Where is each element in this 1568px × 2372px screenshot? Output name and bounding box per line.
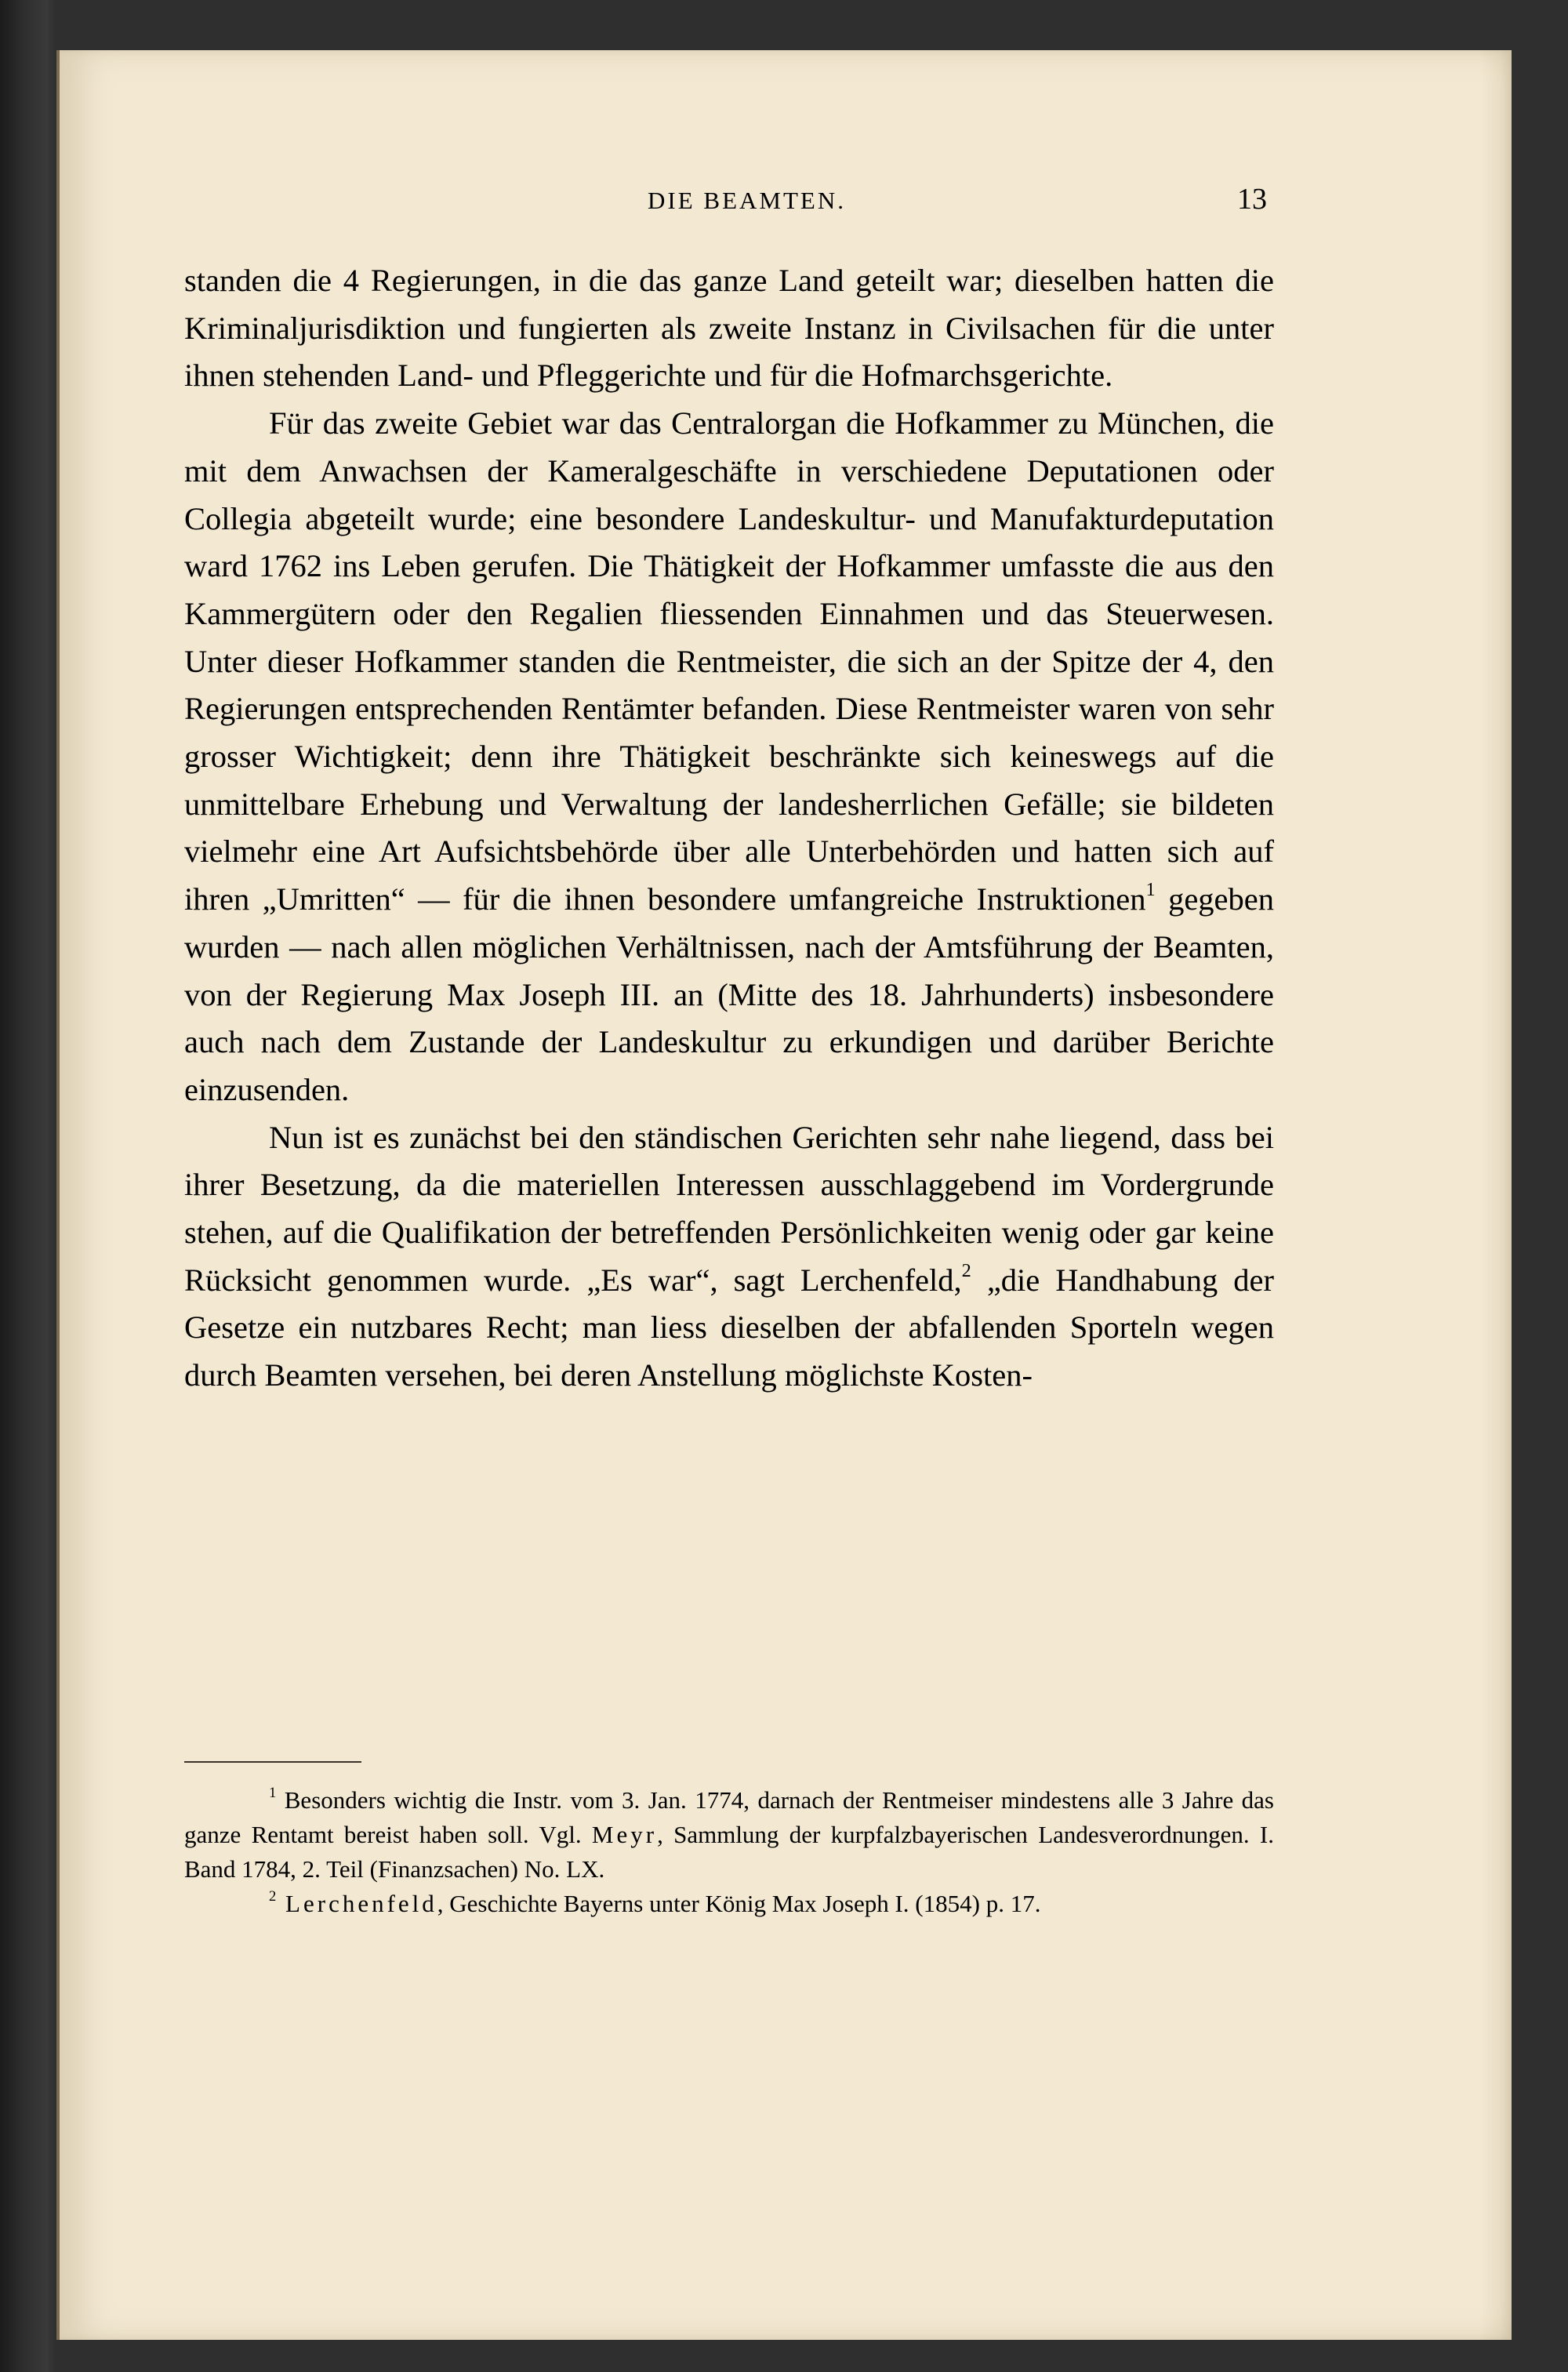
footnote-2-text-b: , Geschichte Bayerns unter König Max Joseph I. (1854) p. 17.: [437, 1890, 1041, 1917]
footnote-1-number: 1: [269, 1785, 277, 1802]
footnote-1-author: Meyr: [591, 1821, 658, 1848]
paragraph-1-text: standen die 4 Regierungen, in die das ganze Land geteilt war; dieselben hatten die Kriminaljurisdiktion und fungierten als zweite Instanz in Civilsachen für die unter ihnen stehenden Land- und Pfleggerichte und für die Hofmarchsgerichte.: [184, 263, 1274, 394]
page-edge-shading: [1480, 50, 1512, 2340]
footnote-ref-1: 1: [1145, 878, 1156, 900]
footnote-1-text-b: , Sammlung der kurpfalzbayerischen Landesverordnungen. I. Band 1784, 2. Teil (Finanzsachen) No. LX.: [184, 1821, 1274, 1883]
paragraph-3: [184, 1114, 1274, 1400]
paragraph-3-text-a: Nun ist es zunächst bei den ständischen Gerichten sehr nahe liegend, dass bei ihrer Besetzung, da die materiellen Interessen ausschlaggebend im Vordergrunde stehen, auf die Qualifikation der betreffenden Persönlichkeiten wenig oder gar keine Rücksicht genommen wurde. „Es war“, sagt Lerchenfeld,: [184, 1119, 1274, 1298]
paragraph-2-text-b: gegeben wurden — nach allen möglichen Verhältnissen, nach der Amtsführung der Beamten, von der Regierung Max Joseph III. an (Mitte des 18. Jahrhunderts) insbesondere auch nach dem Zustande der Landeskultur zu erkundigen und darüber Berichte einzusenden.: [184, 881, 1274, 1107]
footnote-separator: [184, 1761, 361, 1763]
body-text: [184, 257, 1274, 1400]
footnote-2-number: 2: [269, 1888, 277, 1905]
footnotes: [184, 1783, 1274, 1921]
paragraph-3-text-b: „die Handhabung der Gesetze ein nutzbares Recht; man liess dieselben der abfallenden Sporteln wegen durch Beamten versehen, bei deren Anstellung möglichste Kosten-: [184, 1262, 1274, 1393]
paragraph-2-text-a: Für das zweite Gebiet war das Centralorgan die Hofkammer zu München, die mit dem Anwachsen der Kameralgeschäfte in verschiedene Deputationen oder Collegia abgeteilt wurde; eine besondere Landeskultur- und Manufakturdeputation ward 1762 ins Leben gerufen. Die Thätigkeit der Hofkammer umfasste die aus den Kammergütern oder den Regalien fliessenden Einnahmen und das Steuerwesen. Unter dieser Hofkammer standen die Rentmeister, die sich an der Spitze der 4, den Regierungen entsprechenden Rentämter befanden. Diese Rentmeister waren von sehr grosser Wichtigkeit; denn ihre Thätigkeit beschränkte sich keineswegs auf die unmittelbare Erhebung und Verwaltung der landesherrlichen Gefälle; sie bildeten vielmehr eine Art Aufsichtsbehörde über alle Unterbehörden und hatten sich auf ihren „Umritten“ — für die ihnen besondere umfangreiche Instruktionen: [184, 405, 1274, 917]
paragraph-2: [184, 400, 1274, 1114]
footnote-1: [184, 1783, 1274, 1887]
running-head: [185, 183, 1267, 234]
running-title: DIE BEAMTEN.: [648, 187, 846, 214]
footnote-ref-2: 2: [961, 1259, 971, 1281]
footnote-2: [184, 1887, 1274, 1921]
footnote-1-text-a: Besonders wichtig die Instr. vom 3. Jan. 1774, darnach der Rentmeiser mindestens alle 3 Jahre das ganze Rentamt bereist haben soll. Vgl.: [184, 1786, 1274, 1848]
footnote-2-author: Lerchenfeld: [276, 1890, 437, 1917]
paragraph-1: [184, 257, 1274, 400]
page-number: 13: [1237, 183, 1267, 216]
